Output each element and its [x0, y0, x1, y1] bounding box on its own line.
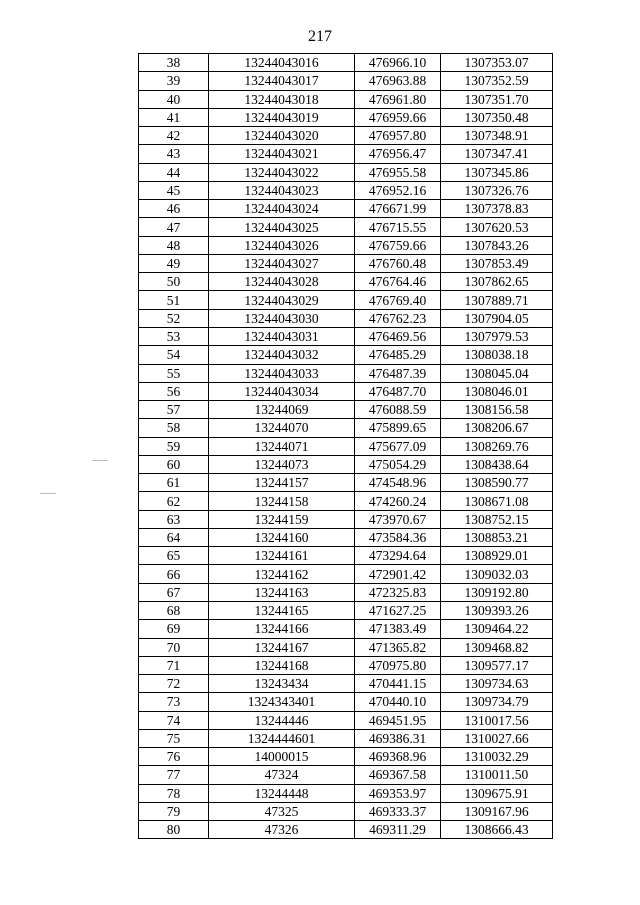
- x-coordinate-cell: 470441.15: [355, 675, 441, 693]
- y-coordinate-cell: 1308853.21: [441, 528, 553, 546]
- point-code-cell: 13244157: [209, 474, 355, 492]
- point-number-cell: 57: [139, 401, 209, 419]
- table-row: [139, 181, 553, 199]
- point-code-cell: 13244163: [209, 583, 355, 601]
- point-code-cell: 13244043021: [209, 145, 355, 163]
- point-number-cell: 44: [139, 163, 209, 181]
- y-coordinate-cell: 1309032.03: [441, 565, 553, 583]
- table-row: [139, 784, 553, 802]
- point-number-cell: 78: [139, 784, 209, 802]
- x-coordinate-cell: 469367.58: [355, 766, 441, 784]
- point-code-cell: 13244043034: [209, 382, 355, 400]
- point-number-cell: 42: [139, 127, 209, 145]
- point-code-cell: 14000015: [209, 748, 355, 766]
- y-coordinate-cell: 1307889.71: [441, 291, 553, 309]
- x-coordinate-cell: 469353.97: [355, 784, 441, 802]
- point-number-cell: 74: [139, 711, 209, 729]
- point-code-cell: 13244043033: [209, 364, 355, 382]
- x-coordinate-cell: 473970.67: [355, 510, 441, 528]
- x-coordinate-cell: 476959.66: [355, 108, 441, 126]
- x-coordinate-cell: 469368.96: [355, 748, 441, 766]
- table-row: [139, 127, 553, 145]
- point-number-cell: 71: [139, 656, 209, 674]
- point-number-cell: 68: [139, 601, 209, 619]
- y-coordinate-cell: 1309468.82: [441, 638, 553, 656]
- table-row: [139, 218, 553, 236]
- point-code-cell: 13244158: [209, 492, 355, 510]
- point-number-cell: 47: [139, 218, 209, 236]
- table-row: [139, 620, 553, 638]
- x-coordinate-cell: 476469.56: [355, 327, 441, 345]
- table-row: [139, 327, 553, 345]
- point-code-cell: 13243434: [209, 675, 355, 693]
- point-code-cell: 13244043025: [209, 218, 355, 236]
- y-coordinate-cell: 1310011.50: [441, 766, 553, 784]
- x-coordinate-cell: 476760.48: [355, 254, 441, 272]
- y-coordinate-cell: 1308269.76: [441, 437, 553, 455]
- point-code-cell: 13244043031: [209, 327, 355, 345]
- table-row: [139, 474, 553, 492]
- y-coordinate-cell: 1309577.17: [441, 656, 553, 674]
- point-code-cell: 13244043020: [209, 127, 355, 145]
- x-coordinate-cell: 473584.36: [355, 528, 441, 546]
- x-coordinate-cell: 469333.37: [355, 802, 441, 820]
- point-number-cell: 73: [139, 693, 209, 711]
- y-coordinate-cell: 1308438.64: [441, 455, 553, 473]
- x-coordinate-cell: 475899.65: [355, 419, 441, 437]
- point-number-cell: 56: [139, 382, 209, 400]
- y-coordinate-cell: 1308671.08: [441, 492, 553, 510]
- point-code-cell: 13244073: [209, 455, 355, 473]
- coordinates-table: [138, 53, 553, 839]
- table-row: [139, 90, 553, 108]
- point-code-cell: 13244043030: [209, 309, 355, 327]
- table-row: [139, 163, 553, 181]
- x-coordinate-cell: 472325.83: [355, 583, 441, 601]
- point-code-cell: 13244043032: [209, 346, 355, 364]
- x-coordinate-cell: 476487.39: [355, 364, 441, 382]
- table-row: [139, 236, 553, 254]
- point-number-cell: 72: [139, 675, 209, 693]
- table-row: [139, 419, 553, 437]
- y-coordinate-cell: 1307353.07: [441, 54, 553, 72]
- y-coordinate-cell: 1308045.04: [441, 364, 553, 382]
- y-coordinate-cell: 1308590.77: [441, 474, 553, 492]
- table-row: [139, 401, 553, 419]
- table-row: [139, 364, 553, 382]
- point-code-cell: 13244043029: [209, 291, 355, 309]
- table-row: [139, 766, 553, 784]
- point-code-cell: 13244448: [209, 784, 355, 802]
- point-number-cell: 38: [139, 54, 209, 72]
- y-coordinate-cell: 1308156.58: [441, 401, 553, 419]
- table-row: [139, 510, 553, 528]
- x-coordinate-cell: 471365.82: [355, 638, 441, 656]
- y-coordinate-cell: 1307843.26: [441, 236, 553, 254]
- x-coordinate-cell: 470975.80: [355, 656, 441, 674]
- y-coordinate-cell: 1307351.70: [441, 90, 553, 108]
- point-code-cell: 13244168: [209, 656, 355, 674]
- table-row: [139, 72, 553, 90]
- x-coordinate-cell: 476952.16: [355, 181, 441, 199]
- table-row: [139, 748, 553, 766]
- point-number-cell: 80: [139, 821, 209, 839]
- x-coordinate-cell: 470440.10: [355, 693, 441, 711]
- x-coordinate-cell: 475054.29: [355, 455, 441, 473]
- table-row: [139, 382, 553, 400]
- point-code-cell: 13244043019: [209, 108, 355, 126]
- point-code-cell: 13244043017: [209, 72, 355, 90]
- y-coordinate-cell: 1309167.96: [441, 802, 553, 820]
- y-coordinate-cell: 1307347.41: [441, 145, 553, 163]
- point-code-cell: 47325: [209, 802, 355, 820]
- table-row: [139, 638, 553, 656]
- table-row: [139, 291, 553, 309]
- y-coordinate-cell: 1307620.53: [441, 218, 553, 236]
- point-number-cell: 64: [139, 528, 209, 546]
- point-code-cell: 13244043026: [209, 236, 355, 254]
- point-number-cell: 40: [139, 90, 209, 108]
- x-coordinate-cell: 476715.55: [355, 218, 441, 236]
- x-coordinate-cell: 472901.42: [355, 565, 441, 583]
- point-number-cell: 79: [139, 802, 209, 820]
- y-coordinate-cell: 1307345.86: [441, 163, 553, 181]
- x-coordinate-cell: 476762.23: [355, 309, 441, 327]
- y-coordinate-cell: 1307378.83: [441, 200, 553, 218]
- x-coordinate-cell: 474548.96: [355, 474, 441, 492]
- point-code-cell: 13244043024: [209, 200, 355, 218]
- y-coordinate-cell: 1307853.49: [441, 254, 553, 272]
- y-coordinate-cell: 1307326.76: [441, 181, 553, 199]
- y-coordinate-cell: 1309734.63: [441, 675, 553, 693]
- x-coordinate-cell: 473294.64: [355, 547, 441, 565]
- point-number-cell: 50: [139, 273, 209, 291]
- table-row: [139, 108, 553, 126]
- x-coordinate-cell: 476955.58: [355, 163, 441, 181]
- point-code-cell: 13244043016: [209, 54, 355, 72]
- point-number-cell: 66: [139, 565, 209, 583]
- point-code-cell: 13244165: [209, 601, 355, 619]
- point-code-cell: 13244161: [209, 547, 355, 565]
- point-code-cell: 13244167: [209, 638, 355, 656]
- x-coordinate-cell: 476485.29: [355, 346, 441, 364]
- y-coordinate-cell: 1310017.56: [441, 711, 553, 729]
- y-coordinate-cell: 1307904.05: [441, 309, 553, 327]
- x-coordinate-cell: 475677.09: [355, 437, 441, 455]
- x-coordinate-cell: 476956.47: [355, 145, 441, 163]
- table-row: [139, 200, 553, 218]
- y-coordinate-cell: 1308206.67: [441, 419, 553, 437]
- table-row: [139, 492, 553, 510]
- table-row: [139, 693, 553, 711]
- point-code-cell: 13244043018: [209, 90, 355, 108]
- x-coordinate-cell: 476487.70: [355, 382, 441, 400]
- x-coordinate-cell: 474260.24: [355, 492, 441, 510]
- x-coordinate-cell: 476769.40: [355, 291, 441, 309]
- point-code-cell: 1324343401: [209, 693, 355, 711]
- x-coordinate-cell: 476963.88: [355, 72, 441, 90]
- y-coordinate-cell: 1308038.18: [441, 346, 553, 364]
- table-row: [139, 54, 553, 72]
- point-number-cell: 52: [139, 309, 209, 327]
- point-number-cell: 67: [139, 583, 209, 601]
- point-number-cell: 61: [139, 474, 209, 492]
- table-row: [139, 711, 553, 729]
- point-number-cell: 55: [139, 364, 209, 382]
- margin-mark: [40, 493, 56, 494]
- point-number-cell: 39: [139, 72, 209, 90]
- table-row: [139, 656, 553, 674]
- x-coordinate-cell: 476966.10: [355, 54, 441, 72]
- y-coordinate-cell: 1310027.66: [441, 729, 553, 747]
- x-coordinate-cell: 471383.49: [355, 620, 441, 638]
- point-code-cell: 47326: [209, 821, 355, 839]
- x-coordinate-cell: 476957.80: [355, 127, 441, 145]
- x-coordinate-cell: 469311.29: [355, 821, 441, 839]
- point-number-cell: 58: [139, 419, 209, 437]
- y-coordinate-cell: 1309675.91: [441, 784, 553, 802]
- point-number-cell: 76: [139, 748, 209, 766]
- table-row: [139, 528, 553, 546]
- point-code-cell: 13244043022: [209, 163, 355, 181]
- y-coordinate-cell: 1307350.48: [441, 108, 553, 126]
- y-coordinate-cell: 1310032.29: [441, 748, 553, 766]
- table-row: [139, 583, 553, 601]
- point-code-cell: 13244159: [209, 510, 355, 528]
- table-row: [139, 455, 553, 473]
- table-row: [139, 437, 553, 455]
- y-coordinate-cell: 1308666.43: [441, 821, 553, 839]
- x-coordinate-cell: 476759.66: [355, 236, 441, 254]
- point-code-cell: 13244043027: [209, 254, 355, 272]
- point-number-cell: 43: [139, 145, 209, 163]
- y-coordinate-cell: 1308929.01: [441, 547, 553, 565]
- point-number-cell: 45: [139, 181, 209, 199]
- point-code-cell: 13244166: [209, 620, 355, 638]
- point-code-cell: 13244070: [209, 419, 355, 437]
- point-code-cell: 13244162: [209, 565, 355, 583]
- point-code-cell: 1324444601: [209, 729, 355, 747]
- table-row: [139, 346, 553, 364]
- table-row: [139, 821, 553, 839]
- x-coordinate-cell: 469386.31: [355, 729, 441, 747]
- y-coordinate-cell: 1309393.26: [441, 601, 553, 619]
- x-coordinate-cell: 476088.59: [355, 401, 441, 419]
- table-row: [139, 601, 553, 619]
- point-number-cell: 41: [139, 108, 209, 126]
- point-number-cell: 49: [139, 254, 209, 272]
- point-number-cell: 60: [139, 455, 209, 473]
- point-number-cell: 53: [139, 327, 209, 345]
- y-coordinate-cell: 1307979.53: [441, 327, 553, 345]
- margin-mark: [92, 460, 108, 461]
- point-number-cell: 59: [139, 437, 209, 455]
- point-number-cell: 70: [139, 638, 209, 656]
- table-row: [139, 565, 553, 583]
- y-coordinate-cell: 1308046.01: [441, 382, 553, 400]
- table-row: [139, 254, 553, 272]
- point-number-cell: 48: [139, 236, 209, 254]
- point-number-cell: 63: [139, 510, 209, 528]
- x-coordinate-cell: 471627.25: [355, 601, 441, 619]
- point-code-cell: 13244160: [209, 528, 355, 546]
- table-row: [139, 273, 553, 291]
- point-number-cell: 69: [139, 620, 209, 638]
- y-coordinate-cell: 1307862.65: [441, 273, 553, 291]
- point-code-cell: 13244069: [209, 401, 355, 419]
- x-coordinate-cell: 476764.46: [355, 273, 441, 291]
- point-number-cell: 62: [139, 492, 209, 510]
- table-row: [139, 729, 553, 747]
- coordinates-table-body: [139, 54, 553, 839]
- table-row: [139, 145, 553, 163]
- table-row: [139, 802, 553, 820]
- point-number-cell: 75: [139, 729, 209, 747]
- point-code-cell: 13244043023: [209, 181, 355, 199]
- point-code-cell: 13244446: [209, 711, 355, 729]
- page-number: 217: [308, 28, 332, 45]
- point-number-cell: 46: [139, 200, 209, 218]
- point-code-cell: 13244043028: [209, 273, 355, 291]
- table-row: [139, 675, 553, 693]
- table-row: [139, 309, 553, 327]
- point-code-cell: 13244071: [209, 437, 355, 455]
- y-coordinate-cell: 1308752.15: [441, 510, 553, 528]
- x-coordinate-cell: 469451.95: [355, 711, 441, 729]
- y-coordinate-cell: 1309192.80: [441, 583, 553, 601]
- table-row: [139, 547, 553, 565]
- x-coordinate-cell: 476961.80: [355, 90, 441, 108]
- y-coordinate-cell: 1309734.79: [441, 693, 553, 711]
- point-code-cell: 47324: [209, 766, 355, 784]
- y-coordinate-cell: 1307348.91: [441, 127, 553, 145]
- point-number-cell: 77: [139, 766, 209, 784]
- point-number-cell: 65: [139, 547, 209, 565]
- point-number-cell: 54: [139, 346, 209, 364]
- y-coordinate-cell: 1309464.22: [441, 620, 553, 638]
- x-coordinate-cell: 476671.99: [355, 200, 441, 218]
- point-number-cell: 51: [139, 291, 209, 309]
- y-coordinate-cell: 1307352.59: [441, 72, 553, 90]
